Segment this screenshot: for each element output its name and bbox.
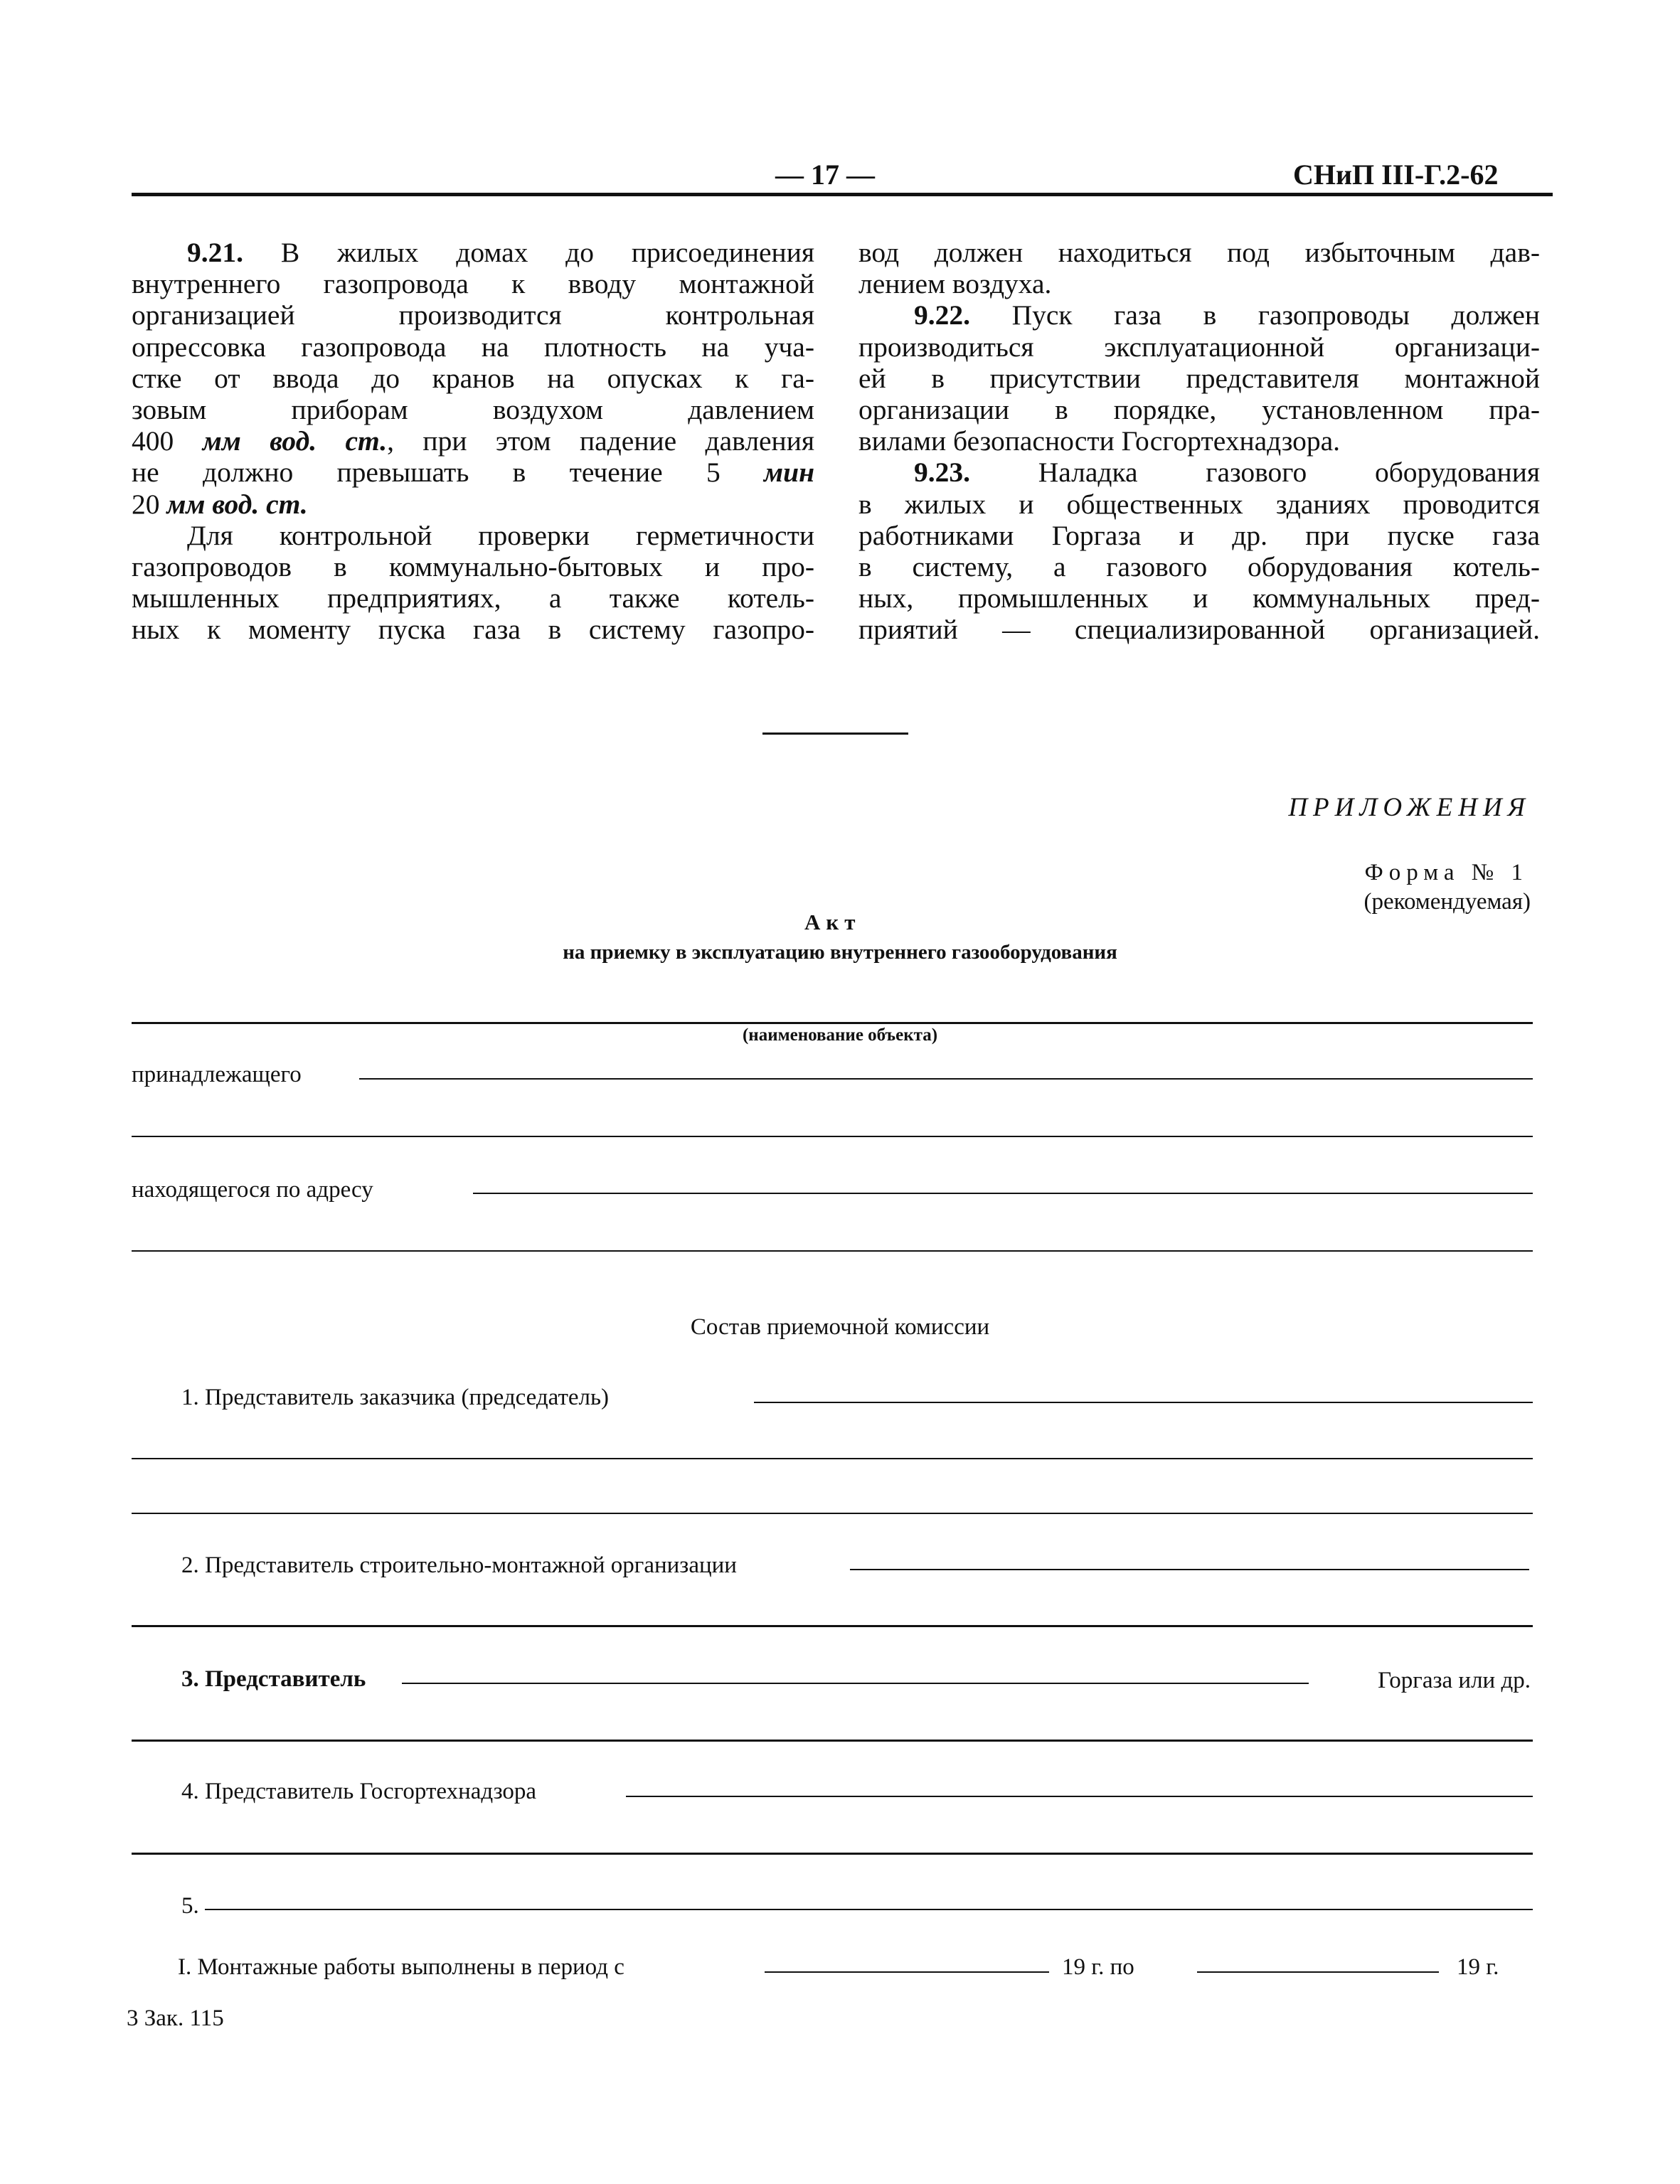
works-end: 19 г. xyxy=(1457,1954,1499,1980)
rep5-line[interactable] xyxy=(205,1909,1533,1910)
clause-number: 9.21. xyxy=(187,237,243,268)
text-line: 9.22. Пуск газа в газопроводы должен xyxy=(914,299,1540,331)
right-column xyxy=(858,237,1540,646)
clause-number: 9.22. xyxy=(914,299,970,331)
text-line: в систему, а газового оборудования котель- xyxy=(858,551,1540,583)
header-rule xyxy=(132,193,1553,196)
text-line: не должно превышать в течение 5 мин xyxy=(132,457,815,489)
address-label: находящегося по адресу xyxy=(132,1177,373,1203)
form-number: Форма № 1 xyxy=(1364,860,1529,885)
text-line: зовым приборам воздухом давлением xyxy=(132,394,814,426)
text-line: опрессовка газопровода на плотность на уча- xyxy=(132,331,814,363)
section-divider xyxy=(762,733,908,735)
works-mid: 19 г. по xyxy=(1062,1954,1134,1980)
act-subtitle: на приемку в эксплуатацию внутреннего газооборудования xyxy=(563,941,1117,964)
rep3-line-2[interactable] xyxy=(132,1740,1533,1742)
rep2-line-2[interactable] xyxy=(132,1625,1533,1627)
text-line: Для контрольной проверки герметичности xyxy=(187,519,814,551)
rep3-line[interactable] xyxy=(402,1683,1309,1684)
form-note: (рекомендуемая) xyxy=(1363,889,1531,915)
rep4-line[interactable] xyxy=(626,1796,1533,1797)
rep1-line-3[interactable] xyxy=(132,1513,1533,1514)
object-line[interactable] xyxy=(132,1022,1533,1024)
rep2-label: 2. Представитель строительно-монтажной организации xyxy=(181,1552,737,1578)
page-number: — 17 — xyxy=(775,159,875,191)
owner-line[interactable] xyxy=(359,1078,1533,1080)
object-caption: (наименование объекта) xyxy=(742,1026,938,1045)
rep3-label: 3. Представитель xyxy=(181,1666,366,1692)
clause-number: 9.23. xyxy=(914,457,970,489)
works-start-line[interactable] xyxy=(765,1971,1049,1973)
rep1-label: 1. Представитель заказчика (председатель) xyxy=(181,1385,610,1410)
text-line: внутреннего газопровода к вводу монтажной xyxy=(132,268,814,300)
rep1-line[interactable] xyxy=(754,1402,1533,1403)
appendix-heading: ПРИЛОЖЕНИЯ xyxy=(1288,793,1531,822)
order-number: 3 Зак. 115 xyxy=(127,2005,224,2031)
text-line: стке от ввода до кранов на опусках к га- xyxy=(132,362,814,394)
rep2-line[interactable] xyxy=(850,1569,1529,1570)
works-end-line[interactable] xyxy=(1197,1971,1439,1973)
address-line-2[interactable] xyxy=(132,1250,1533,1252)
text-line: 400 мм вод. ст., при этом падение давления xyxy=(132,425,815,457)
text-line: приятий — специализированной организацией. xyxy=(858,614,1540,646)
works-label: I. Монтажные работы выполнены в период с xyxy=(178,1954,624,1980)
text-line: ных к моменту пуска газа в систему газопро- xyxy=(132,614,814,646)
text-line: 9.21. В жилых домах до присоединения xyxy=(187,237,814,268)
text-line: вод должен находиться под избыточным дав- xyxy=(858,237,1540,268)
rep4-line-2[interactable] xyxy=(132,1853,1533,1855)
text-line: 20 мм вод. ст. xyxy=(132,488,308,520)
address-line[interactable] xyxy=(473,1193,1533,1194)
text-line: газопроводов в коммунально-бытовых и про- xyxy=(132,551,814,583)
commission-title: Состав приемочной комиссии xyxy=(690,1314,990,1340)
text-line: организации в порядке, установленном пра- xyxy=(858,394,1540,426)
left-column xyxy=(132,237,814,646)
text-line: ных, промышленных и коммунальных пред- xyxy=(858,582,1540,614)
text-line: мышленных предприятиях, а также котель- xyxy=(132,582,814,614)
document-code: СНиП III-Г.2-62 xyxy=(1293,159,1499,191)
rep4-label: 4. Представитель Госгортехнадзора xyxy=(181,1779,537,1804)
text-line: лением воздуха. xyxy=(858,268,1052,300)
text-line: работниками Горгаза и др. при пуске газа xyxy=(858,519,1540,551)
rep5-label: 5. xyxy=(181,1893,199,1919)
owner-label: принадлежащего xyxy=(132,1062,302,1087)
text-line: вилами безопасности Госгортехнадзора. xyxy=(858,425,1341,457)
text-line: в жилых и общественных зданиях проводится xyxy=(858,488,1540,520)
text-line: производиться эксплуатационной организаци- xyxy=(858,331,1540,363)
text-line: 9.23. Наладка газового оборудования xyxy=(914,457,1541,489)
text-line: организацией производится контрольная xyxy=(132,299,814,331)
rep1-line-2[interactable] xyxy=(132,1458,1533,1459)
rep3-suffix: Горгаза или др. xyxy=(1378,1668,1531,1693)
owner-line-2[interactable] xyxy=(132,1136,1533,1137)
text-line: ей в присутствии представителя монтажной xyxy=(858,362,1540,394)
act-title: Акт xyxy=(804,910,861,934)
